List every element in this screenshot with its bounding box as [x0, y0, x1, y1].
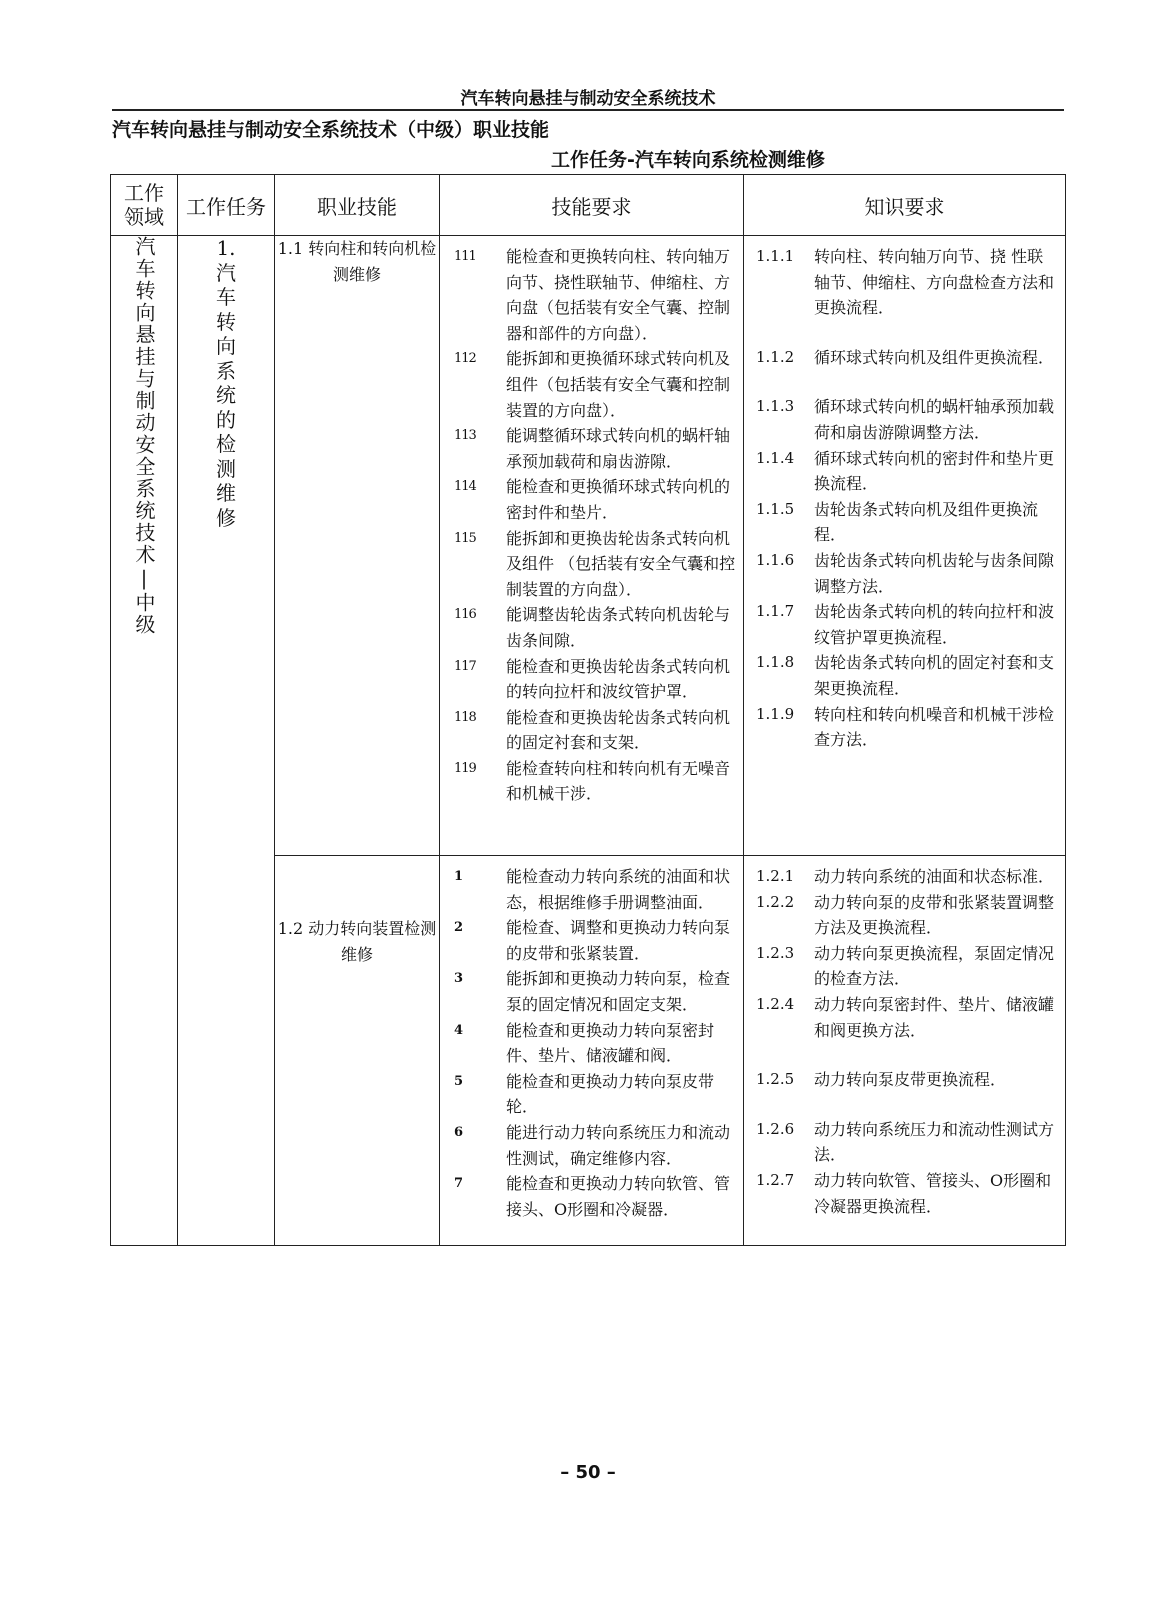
requirement-number: 3 [454, 971, 463, 987]
requirement-text: 能检查、调整和更换动力转向泵的皮带和张紧装置． [506, 918, 731, 963]
requirement-text: 能检查和更换转向柱、转向轴万向节、挠性联轴节、伸缩柱、方 向盘（包括装有安全气囊、控制器和部件的方向盘）． [506, 247, 731, 343]
knowledge-number: 1.1.3 [756, 397, 795, 416]
knowledge-number: 1.2.2 [756, 892, 795, 911]
knowledge-item [756, 446, 1057, 497]
requirement-item [454, 423, 737, 474]
domain-cell [111, 236, 178, 1246]
requirement-item [454, 756, 737, 807]
knowledge-number: 1.2.4 [756, 994, 795, 1013]
document-title: 汽车转向悬挂与制动安全系统技术（中级）职业技能 [112, 119, 550, 141]
requirement-item [454, 602, 737, 653]
requirement-number: 118 [454, 709, 476, 725]
requirement-number: 113 [454, 428, 476, 444]
knowledge-number: 1.2.5 [756, 1070, 795, 1089]
knowledge-item [756, 864, 1057, 890]
knowledge-text: 动力转向泵皮带更换流程． [814, 1070, 1007, 1090]
knowledge-item [756, 650, 1057, 701]
requirement-number: 111 [454, 249, 476, 264]
header-rule [112, 109, 1064, 111]
column-header-skill: 职业技能 [275, 175, 440, 236]
requirement-item [454, 244, 737, 346]
table-row [111, 236, 1066, 856]
document-subtitle: 工作任务-汽车转向系统检测维修 [551, 149, 825, 171]
skill-cell [275, 856, 440, 1246]
knowledge-list [744, 236, 1065, 753]
requirements-cell [440, 236, 744, 856]
table-header-row [111, 175, 1066, 236]
knowledge-item [756, 1067, 1057, 1093]
requirement-item [454, 705, 737, 756]
knowledge-text: 循环球式转向机的蜗杆轴承预加载荷和扇齿游隙调整方法． [814, 397, 1055, 442]
requirement-text: 能拆卸和更换齿轮齿条式转向机及组件 （包括装有安全气囊和控制装置的方向盘）． [506, 528, 736, 599]
requirement-number: 4 [454, 1022, 463, 1038]
knowledge-number: 1.2.3 [756, 943, 795, 962]
knowledge-item [756, 992, 1057, 1043]
knowledge-text: 转向柱、转向轴万向节、挠 性联轴节、伸缩柱、方向盘检查方法和更换流程． [814, 247, 1055, 318]
knowledge-list [744, 856, 1065, 1219]
requirement-item [454, 864, 737, 915]
requirement-text: 能检查和更换齿轮齿条式转向机的转向拉杆和波纹管护罩． [506, 656, 731, 702]
requirement-number: 117 [454, 658, 476, 674]
requirement-item [454, 1069, 737, 1120]
requirement-item [454, 966, 737, 1017]
knowledge-text: 动力转向软管、管接头、O形圈和冷凝器更换流程． [814, 1170, 1052, 1216]
requirement-number: 114 [454, 479, 476, 495]
requirements-list [440, 856, 743, 1222]
requirement-item [454, 1171, 737, 1222]
knowledge-number: 1.1.4 [756, 448, 795, 467]
knowledge-text: 齿轮齿条式转向机的固定衬套和支架更换流程． [814, 653, 1055, 698]
knowledge-item [756, 1168, 1057, 1219]
knowledge-text: 动力转向系统的油面和状态标准． [814, 867, 1055, 886]
knowledge-item [756, 941, 1057, 992]
skill-cell [275, 236, 440, 856]
knowledge-number: 1.2.1 [756, 867, 795, 885]
task-text: 1.汽车转向系统的检测维修 [216, 236, 236, 530]
knowledge-item [756, 599, 1057, 650]
requirement-number: 1 [454, 869, 463, 884]
knowledge-number: 1.1.1 [756, 247, 795, 265]
knowledge-text: 转向柱和转向机噪音和机械干涉检查方法． [814, 704, 1055, 750]
knowledge-number: 1.1.8 [756, 653, 795, 672]
knowledge-number: 1.2.6 [756, 1119, 795, 1138]
knowledge-item [756, 497, 1057, 548]
column-header-requirements: 技能要求 [440, 175, 744, 236]
requirement-item [454, 474, 737, 525]
requirement-text: 能检查动力转向系统的油面和状态，根据维修手册调整油面． [506, 867, 731, 912]
requirement-text: 能检查和更换循环球式转向机的密封件和垫片． [506, 477, 731, 522]
knowledge-item [756, 548, 1057, 599]
running-head: 汽车转向悬挂与制动安全系统技术 [460, 89, 716, 109]
knowledge-item [756, 1117, 1057, 1168]
requirement-text: 能进行动力转向系统压力和流动性测试，确定维修内容． [506, 1122, 731, 1168]
column-header-knowledge: 知识要求 [744, 175, 1066, 236]
requirement-number: 115 [454, 530, 476, 546]
knowledge-text: 循环球式转向机及组件更换流程． [814, 347, 1055, 367]
knowledge-text: 循环球式转向机的密封件和垫片更换流程． [814, 448, 1055, 494]
knowledge-text: 动力转向泵更换流程，泵固定情况的检查方法． [814, 943, 1055, 989]
requirement-text: 能检查和更换齿轮齿条式转向机的固定衬套和支架． [506, 707, 731, 753]
requirements-cell [440, 856, 744, 1246]
requirement-number: 116 [454, 607, 476, 623]
requirement-text: 能检查和更换动力转向泵密封件、垫片、储液罐和阀． [506, 1020, 715, 1066]
requirement-text: 能拆卸和更换循环球式转向机及组件（包括装有安全气囊和控制装置的方向盘）． [506, 349, 731, 420]
knowledge-number: 1.1.2 [756, 347, 795, 366]
requirement-number: 112 [454, 351, 476, 367]
requirement-number: 6 [454, 1124, 463, 1140]
knowledge-item [756, 702, 1057, 753]
knowledge-item [756, 394, 1057, 445]
knowledge-text: 动力转向泵密封件、垫片、储液罐和阀更换方法． [814, 994, 1055, 1040]
skill-text: 1.1 转向柱和转向机检测维修 [277, 239, 437, 284]
knowledge-item [756, 244, 1057, 321]
column-header-task: 工作任务 [178, 175, 275, 236]
column-header-domain: 工作领域 [111, 175, 178, 236]
requirement-number: 7 [454, 1176, 463, 1192]
requirement-item [454, 654, 737, 705]
knowledge-item [756, 345, 1057, 371]
knowledge-text: 齿轮齿条式转向机的转向拉杆和波纹管护罩更换流程． [814, 602, 1055, 647]
requirement-text: 能检查和更换动力转向软管、管接头、O形圈和冷凝器． [506, 1174, 731, 1219]
knowledge-item [756, 890, 1057, 941]
requirement-item [454, 526, 737, 603]
requirement-text: 能检查和更换动力转向泵皮带轮． [506, 1071, 715, 1117]
knowledge-text: 动力转向泵的皮带和张紧装置调整方法及更换流程． [814, 892, 1055, 938]
requirement-number: 5 [454, 1073, 463, 1089]
requirement-item [454, 1120, 737, 1171]
skill-text: 1.2 动力转向装置检测维修 [277, 919, 437, 964]
requirement-item [454, 1018, 737, 1069]
requirement-number: 119 [454, 760, 476, 776]
knowledge-number: 1.1.5 [756, 499, 795, 518]
knowledge-number: 1.1.6 [756, 550, 795, 569]
knowledge-text: 齿轮齿条式转向机及组件更换流程． [814, 499, 1039, 545]
knowledge-text: 齿轮齿条式转向机齿轮与齿条间隙调整方法． [814, 550, 1055, 596]
task-cell [178, 236, 275, 1246]
knowledge-cell [744, 236, 1066, 856]
requirement-item [454, 915, 737, 966]
requirement-item [454, 346, 737, 423]
requirements-list [440, 236, 743, 807]
requirement-number: 2 [454, 920, 463, 936]
knowledge-number: 1.1.9 [756, 704, 795, 723]
requirement-text: 能拆卸和更换动力转向泵，检查泵的固定情况和固定支架． [506, 969, 731, 1014]
knowledge-text: 动力转向系统压力和流动性测试方法． [814, 1119, 1055, 1165]
skills-table [110, 174, 1066, 1246]
knowledge-number: 1.2.7 [756, 1170, 795, 1189]
requirement-text: 能调整齿轮齿条式转向机齿轮与齿条间隙． [506, 605, 731, 650]
knowledge-cell [744, 856, 1066, 1246]
knowledge-number: 1.1.7 [756, 602, 795, 621]
requirement-text: 能调整循环球式转向机的蜗杆轴承预加载荷和扇齿游隙． [506, 426, 731, 471]
page-number: – 50 – [560, 1462, 616, 1483]
domain-text: 汽车转向悬挂与制动安全系统技术|中级 [132, 236, 156, 636]
requirement-text: 能检查转向柱和转向机有无噪音和机械干涉． [506, 758, 731, 804]
